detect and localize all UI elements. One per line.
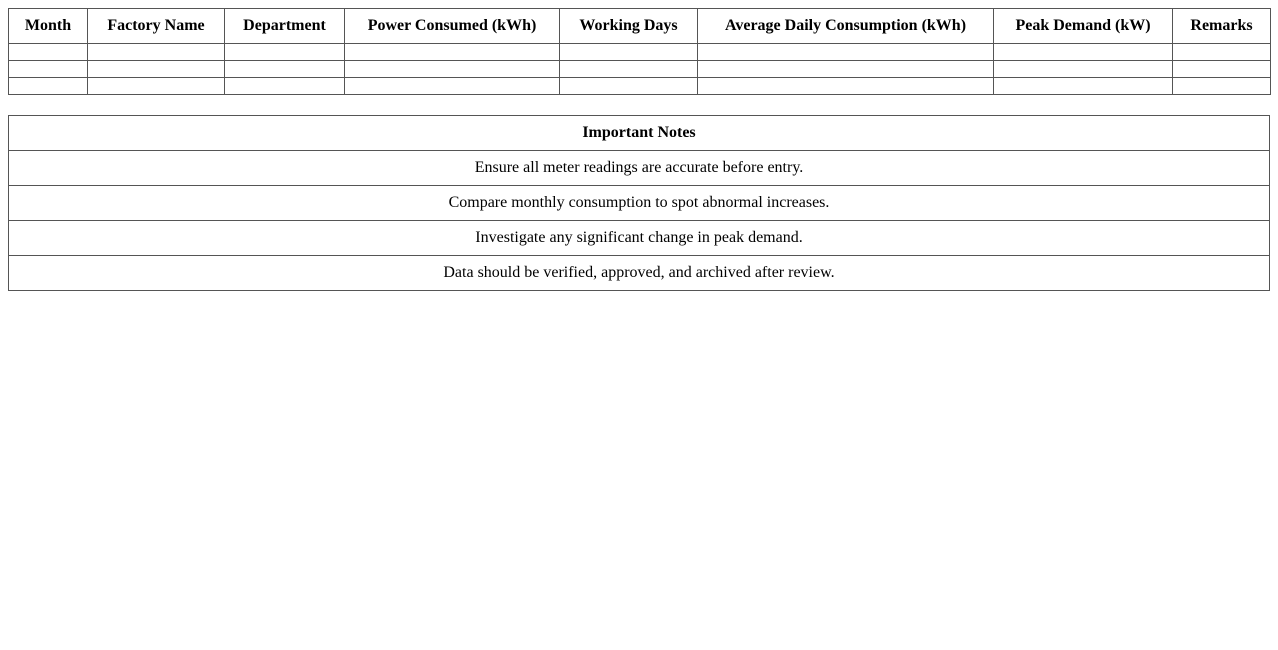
note-row	[9, 151, 1270, 186]
table-cell[interactable]	[345, 78, 560, 95]
column-header-working-days: Working Days	[560, 9, 698, 44]
important-notes-table	[8, 115, 1270, 291]
notes-title: Important Notes	[9, 116, 1270, 151]
table-cell[interactable]	[345, 61, 560, 78]
table-cell[interactable]	[698, 44, 994, 61]
column-header-month: Month	[9, 9, 88, 44]
table-cell[interactable]	[994, 61, 1173, 78]
table-cell[interactable]	[1173, 61, 1271, 78]
table-cell[interactable]	[698, 61, 994, 78]
table-cell[interactable]	[225, 78, 345, 95]
table-cell[interactable]	[9, 61, 88, 78]
table-cell[interactable]	[9, 44, 88, 61]
table-cell[interactable]	[560, 78, 698, 95]
table-header-row	[9, 9, 1271, 44]
column-header-factory-name: Factory Name	[88, 9, 225, 44]
column-header-average-daily-consumption: Average Daily Consumption (kWh)	[698, 9, 994, 44]
table-cell[interactable]	[698, 78, 994, 95]
table-cell[interactable]	[225, 61, 345, 78]
power-consumption-table	[8, 8, 1271, 95]
table-row	[9, 44, 1271, 61]
table-cell[interactable]	[88, 44, 225, 61]
table-cell[interactable]	[88, 61, 225, 78]
column-header-remarks: Remarks	[1173, 9, 1271, 44]
note-row	[9, 186, 1270, 221]
table-cell[interactable]	[1173, 78, 1271, 95]
note-item: Investigate any significant change in peak demand.	[9, 221, 1270, 256]
table-row	[9, 61, 1271, 78]
table-row	[9, 78, 1271, 95]
table-cell[interactable]	[225, 44, 345, 61]
note-row	[9, 221, 1270, 256]
table-cell[interactable]	[560, 44, 698, 61]
table-cell[interactable]	[994, 78, 1173, 95]
table-cell[interactable]	[88, 78, 225, 95]
table-cell[interactable]	[345, 44, 560, 61]
column-header-department: Department	[225, 9, 345, 44]
table-cell[interactable]	[9, 78, 88, 95]
note-row	[9, 256, 1270, 291]
table-cell[interactable]	[560, 61, 698, 78]
table-cell[interactable]	[994, 44, 1173, 61]
note-item: Ensure all meter readings are accurate before entry.	[9, 151, 1270, 186]
notes-header-row	[9, 116, 1270, 151]
column-header-peak-demand: Peak Demand (kW)	[994, 9, 1173, 44]
note-item: Compare monthly consumption to spot abnormal increases.	[9, 186, 1270, 221]
column-header-power-consumed: Power Consumed (kWh)	[345, 9, 560, 44]
table-cell[interactable]	[1173, 44, 1271, 61]
note-item: Data should be verified, approved, and archived after review.	[9, 256, 1270, 291]
